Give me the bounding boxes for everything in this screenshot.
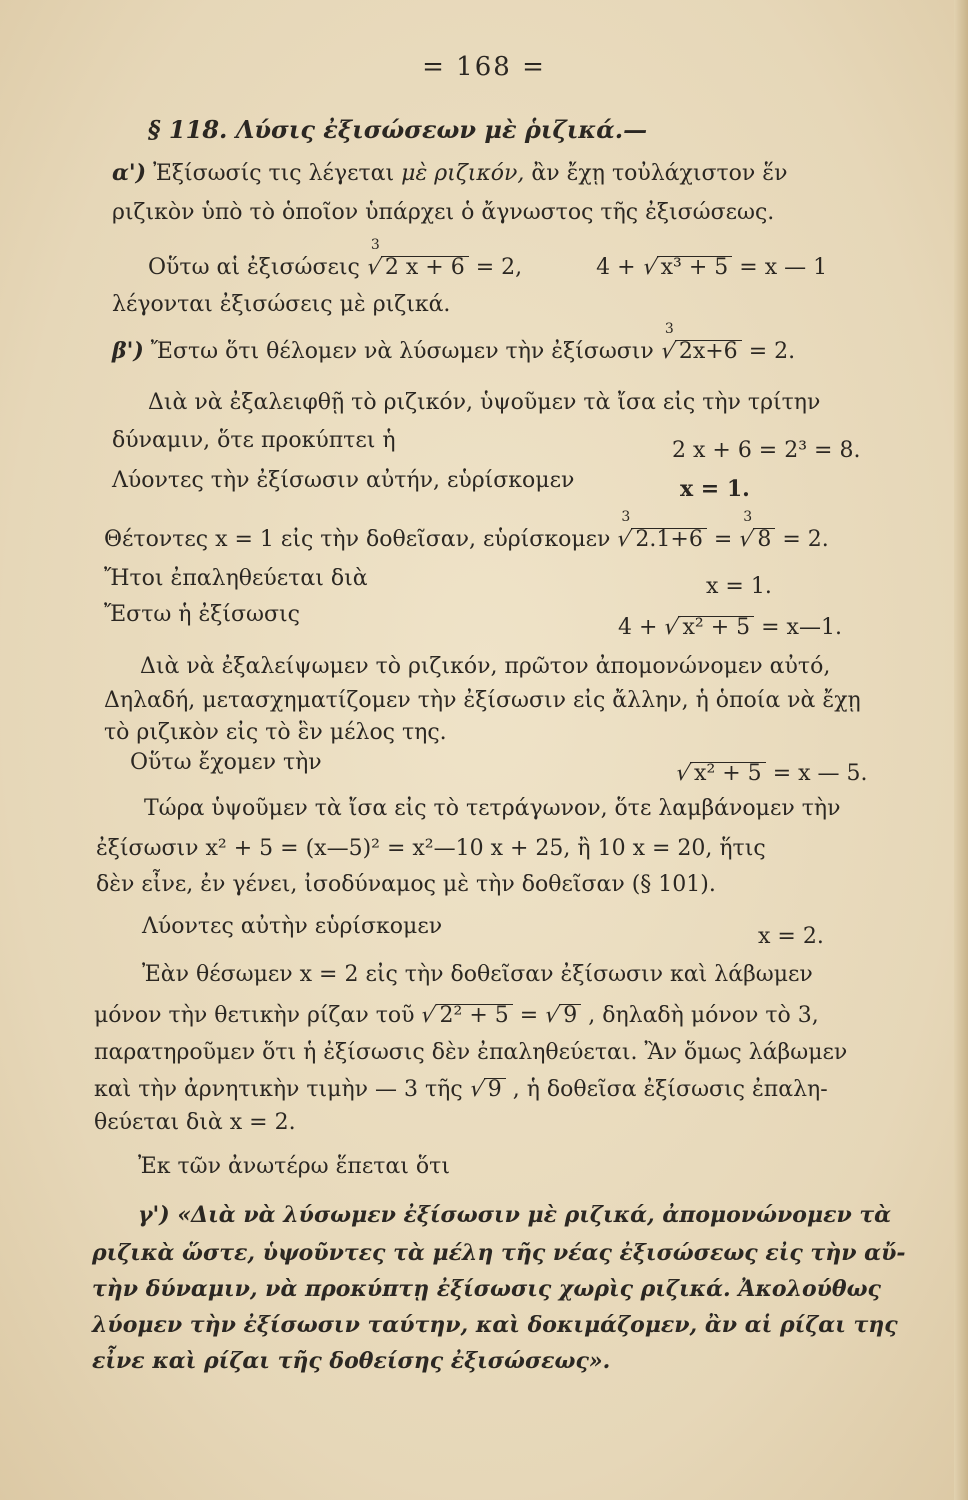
section-number: 118. xyxy=(168,115,228,144)
equals: = xyxy=(519,1003,539,1028)
para-c-line-4: λύομεν τὴν ἐξίσωσιν ταύτην, καὶ δοκιμάζομεν, ἂν αἱ ρίζαι της xyxy=(92,1312,898,1338)
para-b-line-9: Δηλαδή, μετασχηματίζομεν τὴν ἐξίσωσιν εἰς ἄλλην, ἡ ὁποία νὰ ἔχῃ xyxy=(104,688,861,713)
radical-icon: √ xyxy=(640,255,660,280)
cube-root xyxy=(658,321,742,364)
para-c-line-5: εἶνε καὶ ρίζαι τῆς δοθείσης ἐξισώσεως». xyxy=(92,1348,611,1374)
para-b-line-17 xyxy=(94,1004,819,1027)
para-c-line-2: ριζικὰ ὥστε, ὑψοῦντες τὰ μέλη τῆς νέας ἐξισώσεως εἰς τὴν αὔ- xyxy=(92,1240,906,1266)
text: , ἡ δοθεῖσα ἐξίσωσις ἐπαλη- xyxy=(512,1077,828,1102)
text: Ἔστω ὅτι θέλομεν νὰ λύσωμεν τὴν ἐξίσωσιν xyxy=(150,339,654,364)
para-c-line-1 xyxy=(138,1204,891,1226)
equation-lhs: 4 + xyxy=(618,615,658,640)
radical-icon: √ xyxy=(661,615,682,640)
radicand: 2² + 5 xyxy=(436,1004,513,1027)
para-b-line-12: Τώρα ὑψοῦμεν τὰ ἴσα εἰς τὸ τετράγωνον, ὅτε λαμβάνομεν τὴν xyxy=(144,796,841,821)
page-edge xyxy=(954,0,968,1500)
para-b-line-5 xyxy=(104,509,829,552)
square-root xyxy=(661,615,754,640)
isolated-equation xyxy=(673,761,868,786)
root-index: 3 xyxy=(743,509,753,525)
equals: = xyxy=(713,527,733,552)
root-index: 3 xyxy=(370,237,380,253)
radical-icon: √ xyxy=(736,527,757,552)
para-b-line-19 xyxy=(94,1078,828,1101)
equation-cube: 2 x + 6 = 2³ = 8. xyxy=(672,438,861,463)
radicand: x² + 5 xyxy=(690,762,766,785)
equation-rhs: = 2. xyxy=(748,339,796,364)
label-b: β') xyxy=(112,338,144,364)
para-b-line-2: Διὰ νὰ ἐξαλειφθῇ τὸ ριζικόν, ὑψοῦμεν τὰ ἴσα εἰς τὴν τρίτην xyxy=(148,390,821,415)
solution-x2: x = 2. xyxy=(758,924,824,949)
para-a-line-3 xyxy=(148,237,828,280)
emphasis: μὲ ριζικόν, xyxy=(401,161,525,186)
para-b-line-16: Ἐὰν θέσωμεν x = 2 εἰς τὴν δοθεῖσαν ἐξίσωσιν καὶ λάβωμεν xyxy=(142,962,813,987)
radicand: 2 x + 6 xyxy=(381,256,469,279)
label-a: α') xyxy=(112,160,147,186)
square-root xyxy=(467,1077,506,1102)
cube-root xyxy=(364,237,469,280)
label-c: γ') xyxy=(138,1202,170,1228)
equation-rhs: = x—1. xyxy=(761,615,842,640)
para-b-line-18: παρατηροῦμεν ὅτι ἡ ἐξίσωσις δὲν ἐπαληθεύεται. Ἂν ὅμως λάβωμεν xyxy=(94,1040,848,1065)
radical-icon: √ xyxy=(467,1077,487,1102)
cube-root xyxy=(736,509,775,552)
para-b-line-1 xyxy=(112,321,796,364)
solution-x1: x = 1. xyxy=(680,476,750,502)
section-heading xyxy=(148,115,648,144)
para-b-line-20: θεύεται διὰ x = 2. xyxy=(94,1110,296,1135)
radical-icon: √ xyxy=(614,527,635,552)
text: ἂν ἔχῃ τοὐλάχιστον ἕν xyxy=(531,161,788,186)
para-b-line-15: Λύοντες αὐτὴν εὑρίσκομεν xyxy=(142,914,443,939)
para-b-line-7: Ἔστω ἡ ἐξίσωσις xyxy=(104,602,300,627)
para-a-line-4: λέγονται ἐξισώσεις μὲ ριζικά. xyxy=(112,292,451,317)
square-root xyxy=(673,761,766,786)
radical-icon: √ xyxy=(658,339,678,364)
para-b-line-13: ἐξίσωσιν x² + 5 = (x—5)² = x²—10 x + 25, ἢ 10 x = 20, ἥτις xyxy=(96,836,766,861)
equation-lhs: 4 + xyxy=(596,255,636,280)
equation-rhs: = x — 5. xyxy=(772,761,868,786)
section-symbol: § xyxy=(148,115,161,144)
radicand: x³ + 5 xyxy=(657,256,733,279)
root-index: 3 xyxy=(664,321,674,337)
square-root xyxy=(640,255,733,280)
section-title: Λύσις ἐξισώσεων μὲ ῥιζικά.— xyxy=(235,115,648,144)
radical-icon: √ xyxy=(364,255,384,280)
equation-rhs: = x — 1 xyxy=(739,255,828,280)
square-root xyxy=(542,1003,581,1028)
text: καὶ τὴν ἀρνητικὴν τιμὴν — 3 τῆς xyxy=(94,1077,463,1102)
page-number: = 168 = xyxy=(422,52,546,82)
para-b-line-14: δὲν εἶνε, ἐν γένει, ἰσοδύναμος μὲ τὴν δοθεῖσαν (§ 101). xyxy=(96,872,716,897)
para-b-line-6: Ἤτοι ἐπαληθεύεται διὰ xyxy=(104,566,368,591)
para-b-line-11: Οὕτω ἔχομεν τὴν xyxy=(130,750,322,775)
check-x1: x = 1. xyxy=(706,574,772,599)
cube-root xyxy=(614,509,706,552)
para-b-line-4: Λύοντες τὴν ἐξίσωσιν αὐτήν, εὑρίσκομεν xyxy=(112,468,575,493)
radicand: x² + 5 xyxy=(678,616,754,639)
text: Θέτοντες x = 1 εἰς τὴν δοθεῖσαν, εὑρίσκομεν xyxy=(104,527,611,552)
equation-sqrt xyxy=(618,616,842,639)
radicand: 2.1+6 xyxy=(631,528,706,551)
para-b-line-21: Ἐκ τῶν ἀνωτέρω ἕπεται ὅτι xyxy=(138,1154,450,1179)
text: μόνον τὴν θετικὴν ρίζαν τοῦ xyxy=(94,1003,415,1028)
radicand: 8 xyxy=(753,528,775,551)
para-a-line-1 xyxy=(112,162,787,185)
text: δύναμιν, ὅτε προκύπτει ἡ xyxy=(112,428,396,453)
equation-rhs: = 2. xyxy=(782,527,829,552)
radical-icon: √ xyxy=(418,1003,439,1028)
text: Ἐξίσωσίς τις λέγεται xyxy=(153,161,395,186)
radical-icon: √ xyxy=(673,761,693,786)
radicand: 9 xyxy=(559,1004,581,1027)
para-a-line-2: ριζικὸν ὑπὸ τὸ ὁποῖον ὑπάρχει ὁ ἄγνωστος τῆς ἐξισώσεως. xyxy=(112,200,775,225)
text: Οὕτω αἱ ἐξισώσεις xyxy=(148,255,360,280)
para-b-line-3 xyxy=(112,430,396,452)
radical-icon: √ xyxy=(542,1003,562,1028)
para-b-line-8: Διὰ νὰ ἐξαλείψωμεν τὸ ριζικόν, πρῶτον ἀπομονώνομεν αὐτό, xyxy=(140,654,831,679)
para-b-line-10: τὸ ριζικὸν εἰς τὸ ἓν μέλος της. xyxy=(104,720,447,745)
text: , δηλαδὴ μόνον τὸ 3, xyxy=(588,1003,819,1028)
radicand: 2x+6 xyxy=(675,340,742,363)
equation-rhs: = 2, xyxy=(475,255,523,280)
para-c-line-3: τὴν δύναμιν, νὰ προκύπτῃ ἐξίσωσις χωρὶς ριζικά. Ἀκολούθως xyxy=(92,1276,881,1302)
text: «Διὰ νὰ λύσωμεν ἐξίσωσιν μὲ ριζικά, ἀπομονώνομεν τὰ xyxy=(177,1202,892,1228)
square-root xyxy=(418,1003,512,1028)
root-index: 3 xyxy=(621,509,631,525)
radicand: 9 xyxy=(484,1078,506,1101)
